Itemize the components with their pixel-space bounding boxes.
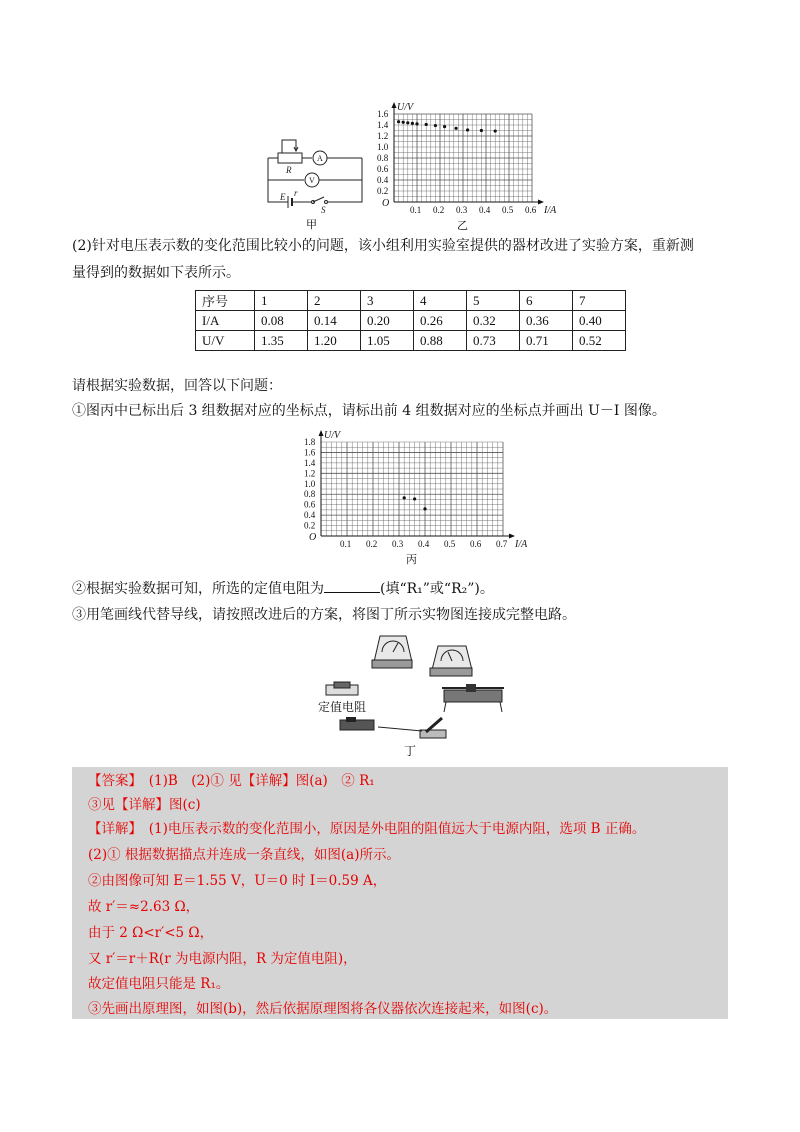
answer-line-6: 故 r′＝≈2.63 Ω，	[88, 899, 200, 915]
table-cell: I/A	[196, 311, 255, 331]
answer-line-4: (2)① 根据数据描点并连成一条直线，如图(a)所示。	[88, 847, 400, 863]
chart-caption: 乙	[457, 220, 468, 232]
x-tick-label: 0.4	[418, 539, 430, 549]
ammeter-device	[428, 642, 474, 678]
table-cell: 5	[467, 291, 520, 311]
y-axis-label: U/V	[324, 430, 341, 441]
x-tick-label: 0.5	[444, 539, 456, 549]
table-cell: 0.08	[255, 311, 308, 331]
data-point	[406, 121, 409, 124]
data-point	[403, 496, 406, 499]
fixed-resistor-device	[324, 680, 360, 698]
y-axis-arrow	[319, 430, 324, 436]
y-axis-arrow	[392, 102, 397, 108]
data-point	[413, 497, 416, 500]
data-point	[423, 507, 426, 510]
y-tick-label: 0.6	[377, 164, 389, 174]
data-point	[455, 127, 458, 130]
table-cell: 0.20	[361, 311, 414, 331]
voltmeter-device	[370, 632, 414, 670]
table-cell: 0.14	[308, 311, 361, 331]
question-prompt: 请根据实验数据，回答以下问题：	[72, 378, 282, 394]
answer-line-3: 【详解】 (1)电压表示数的变化范围小，原因是外电阻的阻值远大于电源内阻，选项 B 正确。	[88, 821, 646, 837]
battery-device	[338, 716, 378, 734]
x-tick-label: 0.1	[340, 539, 352, 549]
table-row-current	[196, 311, 626, 331]
data-table	[195, 290, 626, 351]
table-cell: 4	[414, 291, 467, 311]
y-tick-label: 1.2	[304, 468, 316, 479]
chart-yi	[370, 94, 570, 236]
table-row-voltage	[196, 331, 626, 351]
y-axis-label: U/V	[397, 102, 414, 113]
question-3: ③用笔画线代替导线，请按照改进后的方案，将图丁所示实物图连接成完整电路。	[72, 607, 576, 623]
origin-label: O	[382, 198, 390, 209]
question-2-hint: (填“R₁”或“R₂”)。	[380, 581, 494, 597]
table-cell: 序号	[196, 291, 255, 311]
label-E: E	[280, 192, 286, 202]
y-tick-label: 0.2	[304, 520, 316, 531]
table-row-header	[196, 291, 626, 311]
answer-line-2: ③见【详解】图(c)	[88, 797, 201, 813]
y-tick-label: 0.4	[304, 510, 316, 521]
table-cell: U/V	[196, 331, 255, 351]
x-tick-label: 0.3	[456, 205, 468, 215]
rheostat-device	[438, 682, 508, 714]
y-tick-label: 1.4	[304, 457, 316, 468]
data-point	[480, 129, 483, 132]
x-tick-label: 0.2	[366, 539, 378, 549]
y-tick-label: 1.2	[377, 131, 389, 141]
table-cell: 2	[308, 291, 361, 311]
y-tick-label: 1.0	[304, 478, 316, 489]
x-axis-arrow	[538, 200, 544, 205]
x-tick-label: 0.5	[502, 205, 514, 215]
chart-bing	[303, 424, 533, 572]
data-point	[402, 121, 405, 124]
table-cell: 1.20	[308, 331, 361, 351]
table-cell: 0.40	[573, 311, 626, 331]
table-cell: 0.88	[414, 331, 467, 351]
table-cell: 3	[361, 291, 414, 311]
table-cell: 0.52	[573, 331, 626, 351]
y-tick-label: 0.8	[304, 489, 316, 500]
answer-line-9: 故定值电阻只能是 R₁。	[88, 976, 230, 992]
switch-device	[418, 716, 448, 740]
wire	[378, 726, 422, 732]
answer-line-5: ②由图像可知 E＝1.55 V，U＝0 时 I＝0.59 A，	[88, 873, 387, 889]
data-point	[443, 125, 446, 128]
table-cell: 0.32	[467, 311, 520, 331]
answer-blank[interactable]	[324, 578, 380, 593]
data-point	[494, 129, 497, 132]
x-tick-label: 0.4	[479, 205, 491, 215]
table-cell: 1.35	[255, 331, 308, 351]
question-2	[72, 578, 494, 599]
answer-line-10: ③先画出原理图，如图(b)，然后依据原理图将各仪器依次连接起来，如图(c)。	[88, 1001, 558, 1017]
label-A: A	[317, 154, 323, 163]
caption-ding: 丁	[404, 744, 417, 758]
x-tick-label: 0.7	[496, 539, 508, 549]
data-point	[411, 122, 414, 125]
x-axis-label: I/A	[515, 539, 528, 550]
label-V: V	[309, 176, 315, 185]
y-tick-label: 1.4	[377, 120, 389, 130]
question-para-line1: (2)针对电压表示数的变化范围比较小的问题，该小组利用实验室提供的器材改进了实验方案，重新测	[72, 238, 694, 254]
x-tick-label: 0.6	[525, 205, 537, 215]
figure-ding	[310, 630, 510, 765]
y-tick-label: 1.6	[304, 447, 316, 458]
fixed-resistor-label: 定值电阻	[318, 700, 367, 714]
question-2-text: ②根据实验数据可知，所选的定值电阻为	[72, 581, 324, 597]
data-point	[415, 122, 418, 125]
y-tick-label: 0.4	[377, 175, 389, 185]
origin-label: O	[309, 532, 317, 543]
x-tick-label: 0.6	[470, 539, 482, 549]
y-tick-label: 1.0	[377, 142, 389, 152]
answer-line-1: 【答案】 (1)B (2)① 见【详解】图(a) ② R₁	[88, 773, 375, 789]
data-point	[466, 128, 469, 131]
chart-caption: 丙	[406, 554, 417, 566]
x-tick-label: 0.3	[392, 539, 404, 549]
y-tick-label: 0.6	[304, 499, 316, 510]
table-cell: 0.73	[467, 331, 520, 351]
table-cell: 6	[520, 291, 573, 311]
data-point	[397, 120, 400, 123]
question-para-line2: 量得到的数据如下表所示。	[72, 265, 240, 281]
data-point	[434, 124, 437, 127]
y-tick-label: 0.8	[377, 153, 389, 163]
table-cell: 7	[573, 291, 626, 311]
question-1: ①图丙中已标出后 3 组数据对应的坐标点，请标出前 4 组数据对应的坐标点并画出 U－I 图像。	[72, 403, 666, 419]
x-tick-label: 0.2	[433, 205, 445, 215]
answer-line-8: 又 r′＝r＋R(r 为电源内阻，R 为定值电阻)，	[88, 951, 357, 967]
answer-line-7: 由于 2 Ω<r′<5 Ω，	[88, 925, 214, 941]
data-point	[425, 123, 428, 126]
table-cell: 0.71	[520, 331, 573, 351]
y-tick-label: 1.8	[304, 437, 316, 447]
table-cell: 0.26	[414, 311, 467, 331]
table-cell: 0.36	[520, 311, 573, 331]
x-tick-label: 0.1	[410, 205, 422, 215]
x-axis-arrow	[509, 534, 515, 539]
table-cell: 1.05	[361, 331, 414, 351]
circuit-diagram-jia	[262, 132, 372, 232]
table-cell: 1	[255, 291, 308, 311]
x-axis-label: I/A	[544, 205, 557, 216]
label-r: r	[294, 188, 298, 198]
label-S: S	[321, 205, 326, 215]
y-tick-label: 1.6	[377, 109, 389, 119]
y-tick-label: 0.2	[377, 186, 389, 196]
label-R: R	[286, 165, 292, 175]
caption-jia: 甲	[306, 219, 317, 231]
